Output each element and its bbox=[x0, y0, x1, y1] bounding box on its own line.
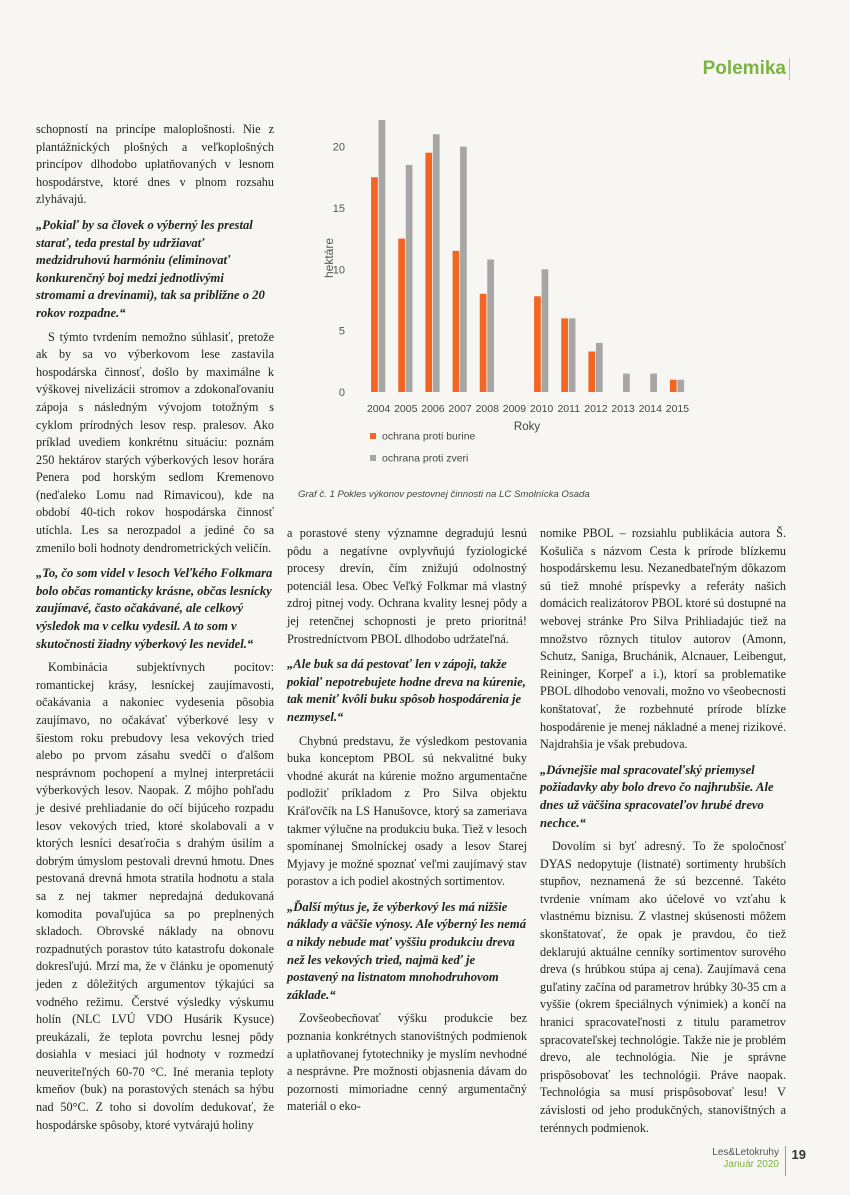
bar bbox=[433, 134, 440, 392]
bar-chart bbox=[287, 120, 707, 480]
y-tick-label: 15 bbox=[332, 202, 345, 215]
bar bbox=[561, 318, 568, 392]
paragraph: Kombinácia subjektívnych pocitov: romantickej krásy, lesníckej zaujímavosti, očakávania a nakoniec vydesenia pôsobia zaujímavo, no očakávať výberkové lesy v šiestom roku prebudovy lesa vekových tried alebo po prvom zásahu svedčí o ďalšom nesprávnom pochopení a mylnej interpretácii výberkových lesov. Naopak. Z môjho pohľadu je desivé prehliadanie do očí bijúceho rozpadu lesov vekových tried, ktoré skolabovali a v ktorých lesníci desaťročia s drahým úsilím a dobrým úmyslom pestovali drevnú hmotu. Dnes pestovaná drevná hmota stratila hodnotu a stala sa z nej takmer nepredajná dedukovaná komodita povaľujúca sa po preplnených skladoch. Obrovské náklady na obnovu rozpadnutých porastov túto katastrofu dokonale dokresľujú. Mrzí ma, že v článku je opomenutý jeden z dôležitých argumentov týkajúci sa vodného režimu. Čerstvé výsledky výskumu holín (NLC LVÚ VDO Husárik Kysuce) preukázali, že teplota povrchu lesnej pôdy dosiahla v mesiaci júl hodnoty v rozmedzí neuveriteľných 60-70 °C. Iné merania teploty kmeňov (buk) na porastových stenách sa hýbu nad 50°C. Z toho si dovolím dedukovať, že hospodárske spôsoby, ktoré vytvárajú holiny bbox=[36, 660, 274, 1132]
y-tick-label: 10 bbox=[332, 264, 345, 277]
x-tick-label: 2008 bbox=[475, 403, 499, 415]
paragraph: a porastové steny významne degradujú lesnú pôdu a negatívne ovplyvňujú fyziologické procesy drevín, čím znižujú odolnostný potenciál lesa. Obec Veľký Folkmar má vlastný zdroj pitnej vody. Ochrana kvality lesnej pôdy a jej retenčnej schopnosti je preto prioritná! Prostredníctvom PBOL dlhodobo udržateľná. bbox=[287, 526, 527, 646]
x-tick-label: 2015 bbox=[665, 403, 690, 415]
y-axis-label: hektáre bbox=[322, 237, 336, 279]
bar bbox=[623, 374, 630, 392]
paragraph: Zovšeobecňovať výšku produkcie bez poznania konkrétnych stanovištných podmienok a uplatňovanej fytotechniky je myslím nevhodné a nesprávne. Pre možnosti objasnenia dávam do pozornosti mimoriadne cenný argumentačný materiál o eko- bbox=[287, 1011, 527, 1114]
x-tick-label: 2005 bbox=[394, 403, 418, 415]
bar bbox=[596, 343, 603, 392]
x-tick-label: 2011 bbox=[557, 403, 581, 415]
paragraph: nomike PBOL – rozsiahlu publikácia autora Š. Košuliča s názvom Cesta k prírode blízkemu hospodárskemu lesu. Nezanedbateľným dôkazom sú tiež mnohé príspevky a referáty našich domácich realizátorov PBOL ktoré sú dostupné na webovej stránke Pro Silva Prihliadajúc tiež na množstvo rôznych titulov autorov (Amonn, Schutz, Saniga, Bruchánik, Alcnauer, Leibengut, Reininger, Korpeľ a i.), ktorí sa problematike PBOL dlhodobo venovali, možno vo všeobecnosti konštatovať, že rozbehnuté prírode blízke hospodárenie je menej nákladné a menej rizikové. Najdrahšia je však prebudova. bbox=[540, 526, 786, 752]
bar bbox=[542, 269, 549, 392]
y-tick-label: 20 bbox=[332, 141, 345, 154]
bar bbox=[650, 374, 657, 392]
x-tick-label: 2009 bbox=[502, 403, 527, 415]
section-divider bbox=[789, 58, 790, 80]
bar bbox=[425, 153, 432, 392]
paragraph: Dovolím si byť adresný. To že spoločnosť DYAS nedopytuje (listnaté) sortimenty hrubších stupňov, neznamená že sú bezcenné. Takéto tvrdenie vnímam ako účelové vo vzťahu k vlastnému biznisu. Z vlastnej skúsenosti môžem skonštatovať, že opak je pravdou, čo tiež deklarujú aktuálne cenníky sortimentov surového dreva (s hrúbkou stúpa aj cena). Zaujímavá cena guľatiny začína od parametrov hrúbky 30-35 cm a vyššie (okrem špeciálnych výnimiek) a končí na hranici spracovateľnosti z titulu parametrov spracovateľskej technológie. Takže nie je problém drevo, ale technológia. Nie je správne prispôsobovať les technológii. Práve naopak. Technológia sa musí prispôsobovať lesu! V závislosti od jeho produkčných, stanovištných a terénnych podmienok. bbox=[540, 839, 786, 1135]
legend-label: ochrana proti zveri bbox=[382, 452, 469, 465]
publication-name: Les&Letokruhy bbox=[712, 1147, 779, 1158]
bar bbox=[480, 294, 487, 392]
bar bbox=[588, 352, 595, 393]
article-column-2 bbox=[287, 525, 527, 1116]
pull-quote: „Ďalší mýtus je, že výberkový les má nižšie náklady a väčšie výnosy. Ale výberný les nemá a nikdy nebude mať vyššiu produkciu dreva než les vekových tried, najmä keď je postavený na listnatom mnohodruhovom základe.“ bbox=[287, 899, 526, 1002]
bar bbox=[379, 120, 386, 392]
x-tick-label: 2006 bbox=[421, 403, 445, 415]
footer-divider bbox=[785, 1146, 786, 1176]
paragraph: Chybnú predstavu, že výsledkom pestovania buka konceptom PBOL sú nekvalitné buky vhodné akurát na kúrenie možno argumentačne podložiť príkladom z Pro Silva objektu Kráľovčík na LS Hanušovce, ktorý sa zameriava takmer výlučne na produkciu buka. Tiež v lesoch spomínanej Smolníckej osady a lesov Starej Myjavy je možné spoznať veľmi zaujímavý stav porastov a ich podiel akostných sortimentov. bbox=[287, 733, 527, 889]
pull-quote: „Pokiaľ by sa človek o výberný les prestal starať, teda prestal by udržiavať medzidruhovú harmóniu (eliminovať konkurenčný boj medzi jednotlivými stromami a drevinami), tak sa približne o 20 rokov rozpadne.“ bbox=[36, 217, 265, 320]
issue-date: Január 2020 bbox=[723, 1159, 779, 1170]
x-tick-label: 2014 bbox=[638, 403, 662, 415]
paragraph: schopností na princípe maloplošnosti. Nie z plantážnických plošných a veľkoplošných princípov dlhodobo uplatňovaných v lesnom hospodárstve, ktoré dnes v plnom rozsahu zlyhávajú. bbox=[36, 122, 274, 207]
paragraph: S týmto tvrdením nemožno súhlasiť, pretože ak by sa vo výberkovom lese zastavila hospodárska činnosť, došlo by maximálne k výškovej nivelizácii stromov a zdokonaľovaniu zápoja s následným vývojom totožným s cyklom prírodných lesov resp. pralesov. Ako príklad uvediem konkrétnu situáciu: poznám 250 hektárov starých výberkových lesov horára Penera pod horským sedlom Kremenovo (neďaleko Lomu nad Rimavicou), kde na období 40-tich rokov hospodárska činnosť utíchla. Les sa nerozpadol a jediné čo sa zmenilo boli hodnoty dendrometrických veličín. bbox=[36, 329, 274, 555]
pull-quote: „Dávnejšie mal spracovateľský priemysel požiadavky aby bolo drevo čo najhrubšie. Ale dnes už väčšina spracovateľov hrubé drevo nechce.“ bbox=[540, 762, 774, 830]
bar bbox=[406, 165, 413, 392]
bar bbox=[487, 259, 494, 392]
x-tick-label: 2012 bbox=[584, 403, 608, 415]
x-tick-label: 2007 bbox=[448, 403, 472, 415]
bar bbox=[453, 251, 460, 392]
bar bbox=[670, 380, 677, 392]
y-tick-label: 0 bbox=[338, 387, 345, 399]
y-tick-label: 5 bbox=[338, 325, 345, 338]
bar bbox=[534, 296, 541, 392]
legend-swatch bbox=[370, 433, 376, 439]
x-tick-label: 2004 bbox=[366, 403, 391, 415]
pull-quote: „Ale buk sa dá pestovať len v zápoji, takže pokiaľ nepotrebujete hodne dreva na kúrenie, tak meniť kvôli buku spôsob hospodárenia je nezmysel.“ bbox=[287, 657, 526, 724]
page-number: 19 bbox=[791, 1147, 806, 1162]
bar bbox=[677, 380, 684, 392]
pull-quote: „To, čo som videl v lesoch Veľkého Folkmara bolo občas romanticky krásne, občas lesnícky zaujímavé, často očakávané, ale celkový výsledok ma v celku vydesil. A to som v skutočnosti žiadny výberkový les nevidel.“ bbox=[36, 566, 273, 651]
x-tick-label: 2010 bbox=[529, 403, 554, 415]
legend-label: ochrana proti burine bbox=[382, 430, 476, 443]
bar bbox=[371, 177, 378, 392]
bar bbox=[460, 147, 467, 392]
section-label: Polemika bbox=[702, 58, 786, 79]
chart-caption: Graf č. 1 Pokles výkonov pestovnej činnosti na LC Smolnícka Osada bbox=[298, 489, 590, 500]
x-tick-label: 2013 bbox=[611, 403, 635, 415]
bar bbox=[398, 239, 405, 392]
article-column-3 bbox=[540, 525, 786, 1137]
bar bbox=[569, 318, 576, 392]
footer-publication bbox=[712, 1147, 779, 1171]
x-axis-label: Roky bbox=[513, 421, 541, 433]
article-column-1 bbox=[36, 121, 274, 1134]
legend-swatch bbox=[370, 455, 376, 461]
